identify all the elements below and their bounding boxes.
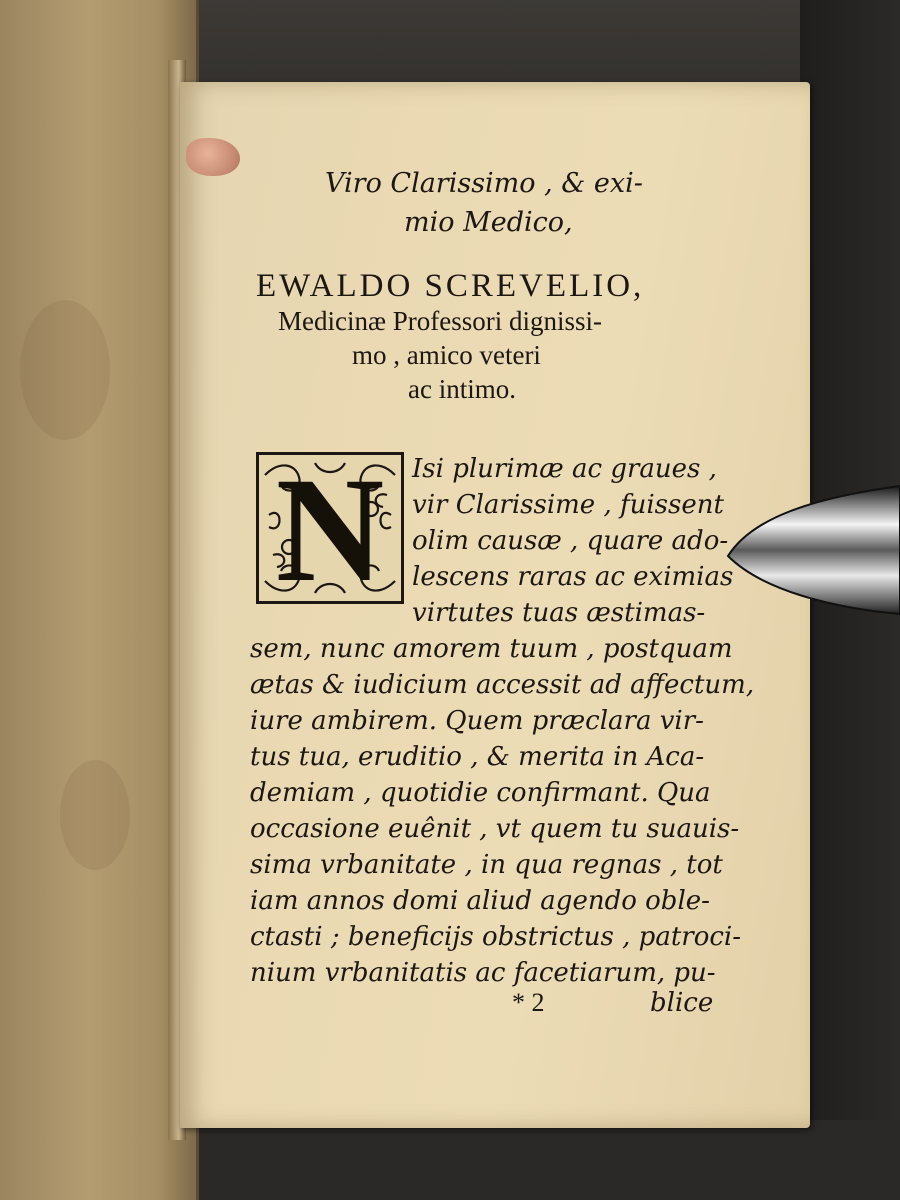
drop-cap-letter: N [275, 447, 385, 613]
body-line-12: sima vrbanitate , in qua regnas , tot [250, 850, 723, 880]
signature-mark: * 2 [512, 988, 545, 1017]
body-line-2: vir Clarissime , fuissent [412, 490, 724, 520]
recipient-name: EWALDO SCREVELIO, [256, 268, 645, 304]
decorated-initial [256, 447, 404, 613]
body-line-4: lescens raras ac eximias [412, 562, 734, 592]
recipient-line-1: Medicinæ Professori dignissi- [278, 306, 602, 336]
recipient-line-2: mo , amico veteri [352, 340, 541, 370]
body-line-9: tus tua, eruditio , & merita in Aca- [250, 742, 705, 772]
dedication-line-2: mio Medico, [404, 207, 573, 238]
body-line-13: iam annos domi aliud agendo oble- [250, 886, 710, 916]
body-line-8: iure ambirem. Quem præclara vir- [250, 706, 704, 736]
cover-stain [20, 300, 110, 440]
body-line-14: ctasti ; beneficijs obstrictus , patroci- [250, 922, 742, 952]
pink-thread [186, 138, 240, 176]
body-line-5: virtutes tuas æstimas- [412, 598, 706, 628]
body-line-6: sem, nunc amorem tuum , postquam [250, 634, 733, 664]
metal-page-clip [722, 478, 900, 624]
body-line-11: occasione euênit , vt quem tu suauis- [250, 814, 740, 844]
recipient-line-3: ac intimo. [408, 374, 516, 404]
body-line-3: olim causæ , quare ado- [412, 526, 729, 556]
catchword: blice [650, 988, 714, 1018]
dedication-line-1: Viro Clarissimo , & exi- [325, 168, 643, 199]
cover-stain [60, 760, 130, 870]
body-line-15: nium vrbanitatis ac facetiarum, pu- [250, 958, 716, 988]
body-line-1: Isi plurimæ ac graues , [412, 454, 717, 484]
body-line-7: ætas & iudicium accessit ad affectum, [250, 670, 755, 700]
body-line-10: demiam , quotidie confirmant. Qua [250, 778, 711, 808]
